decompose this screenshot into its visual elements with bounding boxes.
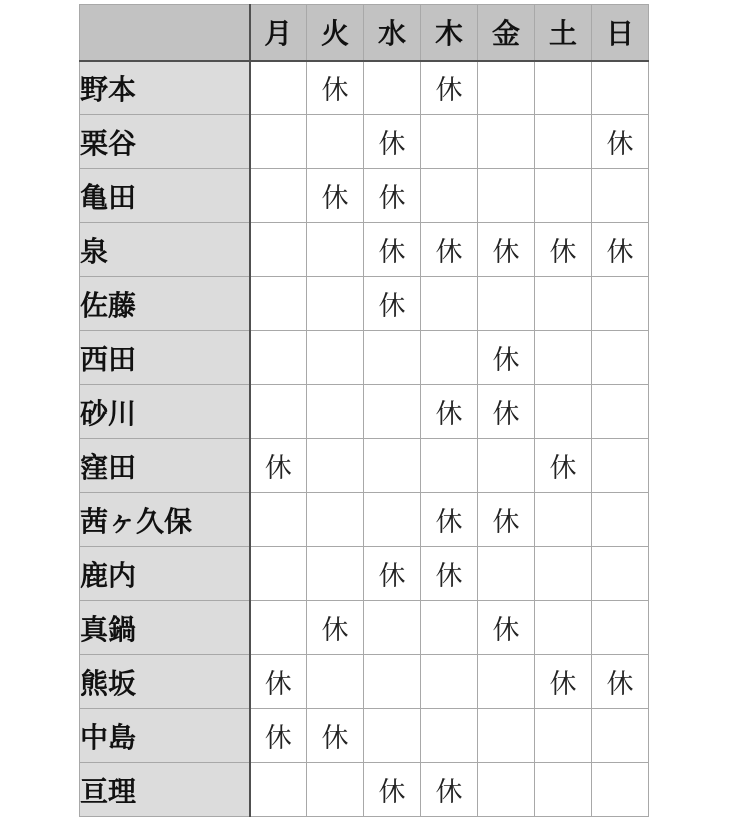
schedule-cell <box>592 709 649 763</box>
schedule-cell: 休 <box>364 115 421 169</box>
schedule-cell <box>364 493 421 547</box>
schedule-cell <box>535 169 592 223</box>
schedule-cell <box>535 547 592 601</box>
schedule-cell <box>364 439 421 493</box>
table-row <box>80 277 649 331</box>
schedule-cell <box>364 601 421 655</box>
schedule-cell <box>592 277 649 331</box>
schedule-cell: 休 <box>478 331 535 385</box>
schedule-cell <box>592 547 649 601</box>
staff-name: 栗谷 <box>80 115 250 169</box>
schedule-body <box>80 61 649 817</box>
schedule-cell: 休 <box>307 169 364 223</box>
schedule-cell <box>592 493 649 547</box>
schedule-cell <box>478 547 535 601</box>
schedule-cell <box>592 601 649 655</box>
table-row <box>80 223 649 277</box>
schedule-cell: 休 <box>250 439 307 493</box>
schedule-cell <box>592 331 649 385</box>
day-header-tue: 火 <box>307 5 364 61</box>
schedule-cell: 休 <box>250 655 307 709</box>
staff-name: 茜ヶ久保 <box>80 493 250 547</box>
schedule-cell: 休 <box>535 439 592 493</box>
schedule-cell <box>364 61 421 115</box>
schedule-cell <box>535 115 592 169</box>
schedule-cell <box>250 277 307 331</box>
corner-cell <box>80 5 250 61</box>
schedule-cell <box>307 331 364 385</box>
schedule-cell: 休 <box>478 223 535 277</box>
schedule-cell <box>535 277 592 331</box>
schedule-cell <box>535 385 592 439</box>
table-row <box>80 331 649 385</box>
schedule-cell <box>307 115 364 169</box>
table-row <box>80 169 649 223</box>
schedule-cell <box>535 331 592 385</box>
schedule-cell: 休 <box>307 709 364 763</box>
staff-name: 窪田 <box>80 439 250 493</box>
schedule-cell <box>592 61 649 115</box>
day-header-sat: 土 <box>535 5 592 61</box>
schedule-cell: 休 <box>250 709 307 763</box>
schedule-cell <box>421 655 478 709</box>
schedule-cell <box>421 439 478 493</box>
holiday-schedule-table <box>79 4 649 817</box>
schedule-cell <box>250 547 307 601</box>
schedule-cell <box>250 331 307 385</box>
schedule-cell: 休 <box>421 223 478 277</box>
schedule-cell <box>364 709 421 763</box>
schedule-cell <box>250 385 307 439</box>
schedule-cell: 休 <box>307 61 364 115</box>
day-header-mon: 月 <box>250 5 307 61</box>
schedule-cell <box>307 763 364 817</box>
table-row <box>80 493 649 547</box>
table-row <box>80 547 649 601</box>
schedule-cell: 休 <box>364 223 421 277</box>
schedule-cell: 休 <box>364 169 421 223</box>
schedule-cell <box>421 709 478 763</box>
schedule-cell <box>592 385 649 439</box>
table-row <box>80 709 649 763</box>
schedule-cell: 休 <box>478 493 535 547</box>
schedule-cell: 休 <box>364 277 421 331</box>
schedule-cell <box>478 115 535 169</box>
schedule-cell <box>250 115 307 169</box>
schedule-cell <box>421 601 478 655</box>
header-row <box>80 5 649 61</box>
schedule-cell <box>421 331 478 385</box>
staff-name: 野本 <box>80 61 250 115</box>
table-row <box>80 439 649 493</box>
schedule-cell <box>535 763 592 817</box>
schedule-cell: 休 <box>592 655 649 709</box>
schedule-cell <box>307 223 364 277</box>
schedule-cell <box>478 277 535 331</box>
table-row <box>80 115 649 169</box>
day-header-sun: 日 <box>592 5 649 61</box>
schedule-cell <box>250 601 307 655</box>
schedule-cell: 休 <box>535 223 592 277</box>
schedule-cell <box>478 169 535 223</box>
schedule-cell <box>478 655 535 709</box>
schedule-cell <box>364 385 421 439</box>
staff-name: 鹿内 <box>80 547 250 601</box>
schedule-cell <box>421 277 478 331</box>
schedule-cell <box>307 655 364 709</box>
schedule-cell: 休 <box>478 385 535 439</box>
staff-name: 真鍋 <box>80 601 250 655</box>
schedule-cell: 休 <box>307 601 364 655</box>
table-row <box>80 655 649 709</box>
schedule-cell <box>250 763 307 817</box>
schedule-cell <box>307 439 364 493</box>
table-row <box>80 61 649 115</box>
schedule-cell: 休 <box>421 493 478 547</box>
schedule-cell <box>364 655 421 709</box>
schedule-cell: 休 <box>364 547 421 601</box>
schedule-cell <box>250 493 307 547</box>
staff-name: 中島 <box>80 709 250 763</box>
staff-name: 熊坂 <box>80 655 250 709</box>
schedule-cell <box>535 601 592 655</box>
schedule-cell: 休 <box>364 763 421 817</box>
table-row <box>80 385 649 439</box>
schedule-cell: 休 <box>421 385 478 439</box>
staff-name: 泉 <box>80 223 250 277</box>
schedule-cell <box>535 61 592 115</box>
table-row <box>80 601 649 655</box>
table-row <box>80 763 649 817</box>
staff-name: 亀田 <box>80 169 250 223</box>
day-header-thu: 木 <box>421 5 478 61</box>
staff-name: 亘理 <box>80 763 250 817</box>
schedule-cell <box>250 169 307 223</box>
schedule-cell <box>250 223 307 277</box>
staff-name: 西田 <box>80 331 250 385</box>
schedule-cell <box>364 331 421 385</box>
schedule-cell <box>592 763 649 817</box>
schedule-cell <box>535 493 592 547</box>
schedule-cell <box>478 709 535 763</box>
schedule-cell <box>307 277 364 331</box>
schedule-cell: 休 <box>478 601 535 655</box>
schedule-cell <box>307 547 364 601</box>
schedule-cell: 休 <box>421 763 478 817</box>
schedule-cell: 休 <box>592 115 649 169</box>
schedule-cell: 休 <box>421 547 478 601</box>
day-header-fri: 金 <box>478 5 535 61</box>
schedule-cell: 休 <box>421 61 478 115</box>
schedule-cell <box>421 169 478 223</box>
schedule-cell: 休 <box>592 223 649 277</box>
staff-name: 佐藤 <box>80 277 250 331</box>
schedule-cell <box>478 439 535 493</box>
schedule-cell <box>307 385 364 439</box>
schedule-cell <box>421 115 478 169</box>
schedule-cell <box>592 439 649 493</box>
schedule-cell <box>535 709 592 763</box>
staff-name: 砂川 <box>80 385 250 439</box>
day-header-wed: 水 <box>364 5 421 61</box>
schedule-cell: 休 <box>535 655 592 709</box>
schedule-cell <box>307 493 364 547</box>
schedule-cell <box>250 61 307 115</box>
schedule-cell <box>478 763 535 817</box>
schedule-cell <box>478 61 535 115</box>
schedule-cell <box>592 169 649 223</box>
